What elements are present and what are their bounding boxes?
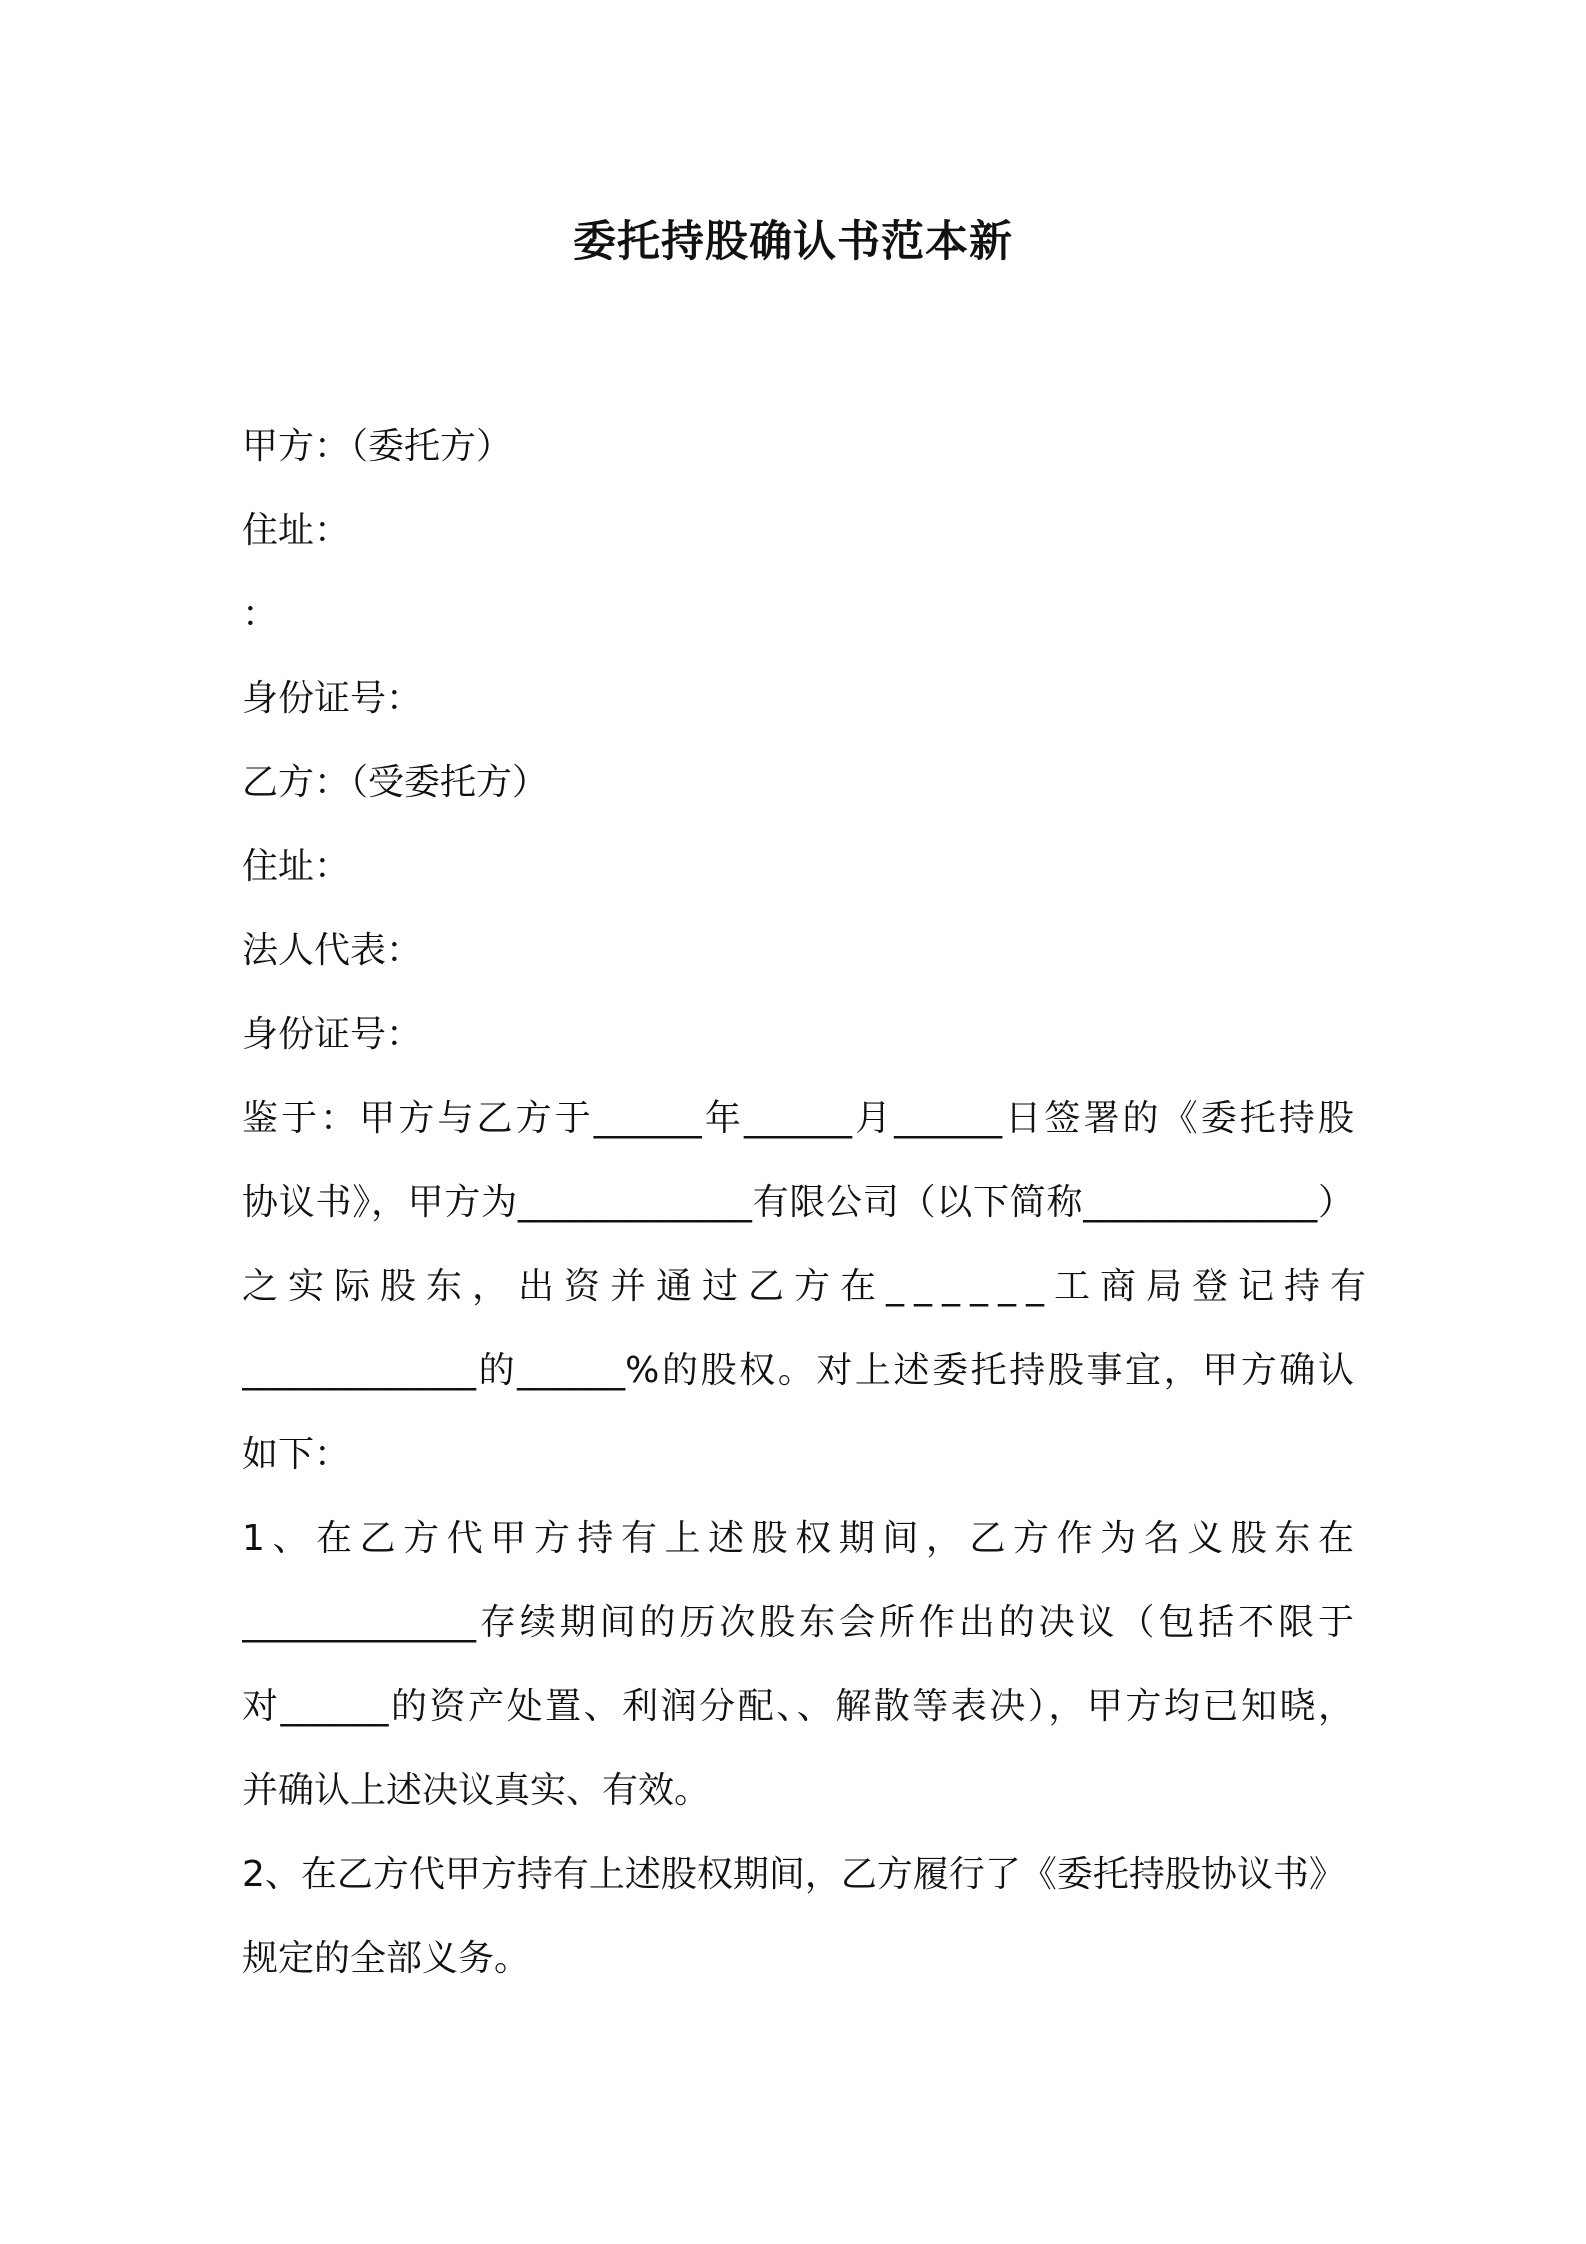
recital-line: 鉴于：甲方与乙方于______年______月______日签署的《委托持股	[242, 1098, 1354, 1139]
clause-1-line: _____________存续期间的历次股东会所作出的决议（包括不限于	[242, 1602, 1354, 1643]
recital-line: 协议书》，甲方为_____________有限公司（以下简称_____________）	[242, 1182, 1354, 1223]
recital-paragraph	[242, 1077, 1377, 1497]
clause-1-line: 对______的资产处置、利润分配、、解散等表决），甲方均已知晓，	[242, 1686, 1354, 1727]
clause-1-line: 并确认上述决议真实、有效。	[242, 1770, 711, 1811]
document-body	[242, 405, 1377, 2001]
document-title: 委托持股确认书范本新	[573, 217, 1013, 267]
party-b-legal-representative: 法人代表：	[242, 930, 423, 971]
party-a-label: 甲方：（委托方）	[242, 426, 513, 467]
clause-2-line: 规定的全部义务。	[242, 1938, 531, 1979]
clause-2	[242, 1833, 1354, 2001]
recital-line: _____________的______%的股权。对上述委托持股事宜，甲方确认	[242, 1350, 1354, 1391]
party-a-address: 住址：	[242, 510, 351, 551]
party-b-label: 乙方：（受委托方）	[242, 762, 549, 803]
recital-line: 如下：	[242, 1434, 351, 1475]
clause-2-line: 2、在乙方代甲方持有上述股权期间，乙方履行了《委托持股协议书》	[242, 1854, 1345, 1895]
party-b-id-number: 身份证号：	[242, 1014, 423, 1055]
clause-1	[242, 1497, 1354, 1833]
party-a-id-number: 身份证号：	[242, 678, 423, 719]
party-a-blank-field: ：	[242, 594, 279, 635]
recital-line: 之实际股东，出资并通过乙方在______工商局登记持有	[242, 1266, 1377, 1307]
party-b-address: 住址：	[242, 846, 351, 887]
clause-1-line: 1、在乙方代甲方持有上述股权期间，乙方作为名义股东在	[242, 1518, 1354, 1559]
